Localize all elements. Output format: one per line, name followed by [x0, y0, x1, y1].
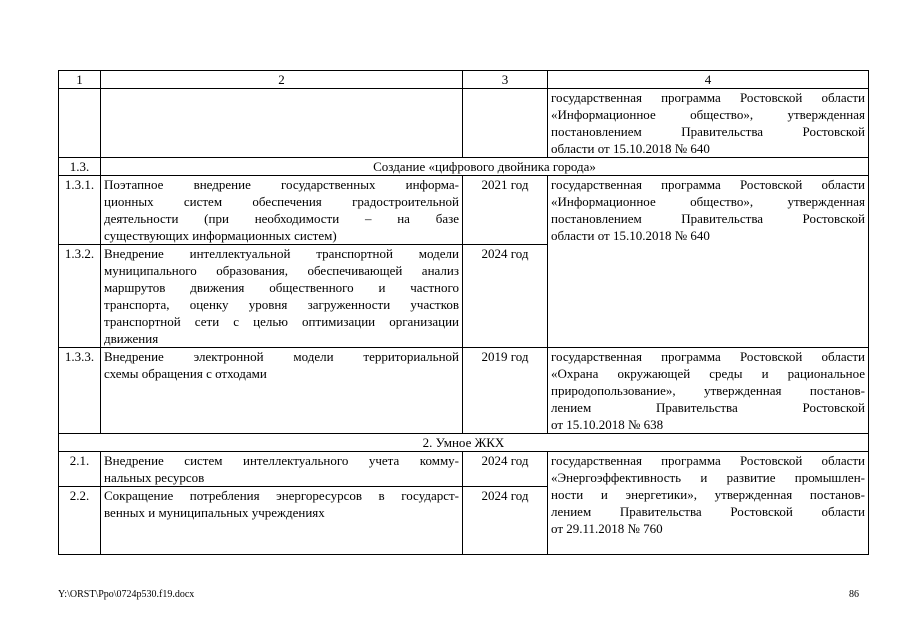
- item-year: 2021 год: [463, 176, 548, 245]
- file-path: Y:\ORST\Ppo\0724p530.f19.docx: [58, 589, 195, 600]
- section-title: Создание «цифрового двойника города»: [101, 158, 869, 176]
- item-description: Внедрение электронной модели территориальной схемы обращения с отходами: [101, 348, 463, 434]
- page-number: 86: [849, 589, 859, 600]
- section-row: [59, 434, 869, 452]
- item-description: Сокращение потребления энергоресурсов в государст- венных и муниципальных учреждениях: [101, 487, 463, 555]
- table-row: [59, 89, 869, 158]
- program-reference: государственная программа Ростовской области «Информационное общество», утвержденная постановлением Правительства Ростовской области от 15.10.2018 № 640: [548, 89, 869, 158]
- header-col-1: 1: [59, 71, 101, 89]
- section-title: 2. Умное ЖКХ: [59, 434, 869, 452]
- header-col-4: 4: [548, 71, 869, 89]
- item-year: 2024 год: [463, 245, 548, 348]
- item-year: 2024 год: [463, 452, 548, 487]
- section-number: 1.3.: [59, 158, 101, 176]
- item-number: 1.3.1.: [59, 176, 101, 245]
- header-row: [59, 71, 869, 89]
- table-row: [59, 176, 869, 245]
- item-year: 2024 год: [463, 487, 548, 555]
- program-reference: государственная программа Ростовской области «Информационное общество», утвержденная постановлением Правительства Ростовской области от 15.10.2018 № 640: [548, 176, 869, 348]
- section-row: [59, 158, 869, 176]
- item-number: 2.1.: [59, 452, 101, 487]
- item-number: 2.2.: [59, 487, 101, 555]
- item-number: 1.3.2.: [59, 245, 101, 348]
- document-table: [58, 70, 869, 555]
- header-col-3: 3: [463, 71, 548, 89]
- header-col-2: 2: [101, 71, 463, 89]
- program-reference: государственная программа Ростовской области «Охрана окружающей среды и рациональное природопользование», утвержденная постанов- лением Правительства Ростовской от 15.10.2018 № 638: [548, 348, 869, 434]
- item-description: Поэтапное внедрение государственных информа- ционных систем обеспечения градостроительной деятельности (при необходимости – на базе существующих информационных систем): [101, 176, 463, 245]
- table-row: [59, 348, 869, 434]
- item-year: 2019 год: [463, 348, 548, 434]
- table-row: [59, 452, 869, 487]
- item-description: Внедрение систем интеллектуального учета комму- нальных ресурсов: [101, 452, 463, 487]
- program-reference: государственная программа Ростовской области «Энергоэффективность и развитие промышлен- ности и энергетики», утвержденная постанов- лением Правительства Ростовской области от 29.11.2018 № 760: [548, 452, 869, 555]
- item-description: Внедрение интеллектуальной транспортной модели муниципального образования, обеспечивающей анализ маршрутов движения общественного и частного транспорта, оценку уровня загруженности участков транспортной сети с целью оптимизации организации движения: [101, 245, 463, 348]
- item-number: 1.3.3.: [59, 348, 101, 434]
